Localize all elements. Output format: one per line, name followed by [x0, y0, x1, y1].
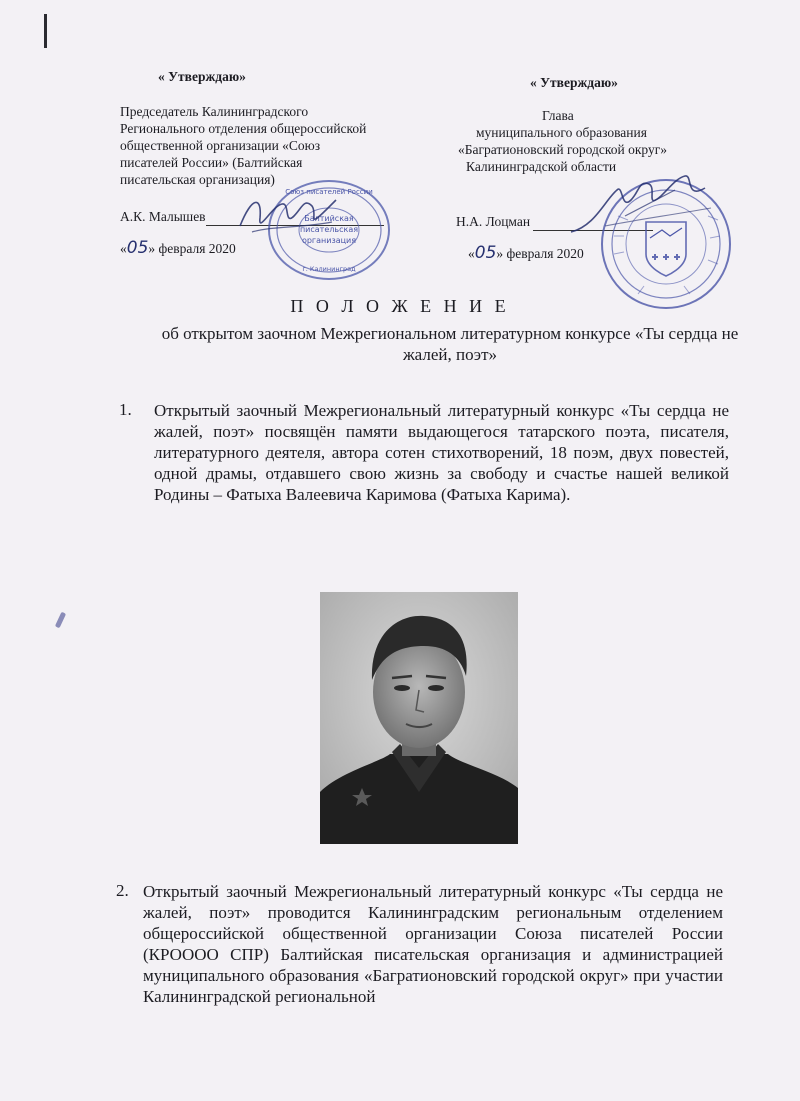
- scan-edge-mark: [44, 14, 47, 48]
- right-approval-line: Калининградской области: [466, 159, 617, 174]
- stamp-text: организация: [301, 236, 357, 245]
- right-signature: [565, 170, 715, 250]
- stamp-text: Союз писателей России: [285, 188, 373, 196]
- right-date-day: 05: [474, 243, 497, 263]
- right-approval-line: «Багратионовский городской округ»: [458, 142, 668, 157]
- right-date-rest: » февраля 2020: [496, 246, 584, 261]
- paragraph-number: 1.: [119, 400, 132, 419]
- left-signature: [232, 186, 342, 246]
- right-date-open: «: [468, 246, 475, 261]
- paragraph-text: Открытый заочный Межрегиональный литературный конкурс «Ты сердца не жалей, поэт» посвящён памяти выдающегося татарского поэта, писателя, литературного деятеля, автора сотен стихотворений, 18 поэм, двух повестей, одной драмы, отдавшего свою жизнь за свободу и счастье нашей великой Родины – Фатыха Валеевича Каримова (Фатыха Карима).: [154, 401, 729, 504]
- left-approval-line: общественной организации «Союз: [120, 138, 321, 153]
- right-signer-name: Н.А. Лоцман: [456, 214, 531, 229]
- right-approval-heading: « Утверждаю»: [530, 75, 618, 90]
- left-approval-heading: « Утверждаю»: [158, 69, 246, 84]
- portrait-photo: [320, 592, 518, 844]
- left-approval-line: писателей России» (Балтийская: [120, 155, 303, 170]
- left-signer-name: А.К. Малышев: [120, 209, 206, 224]
- paragraph-text: Открытый заочный Межрегиональный литературный конкурс «Ты сердца не жалей, поэт» проводится Калининградским региональным отделением общероссийской общественной организации Союза писателей России (КРОООО СПР) Балтийская писательская организация и администрацией муниципального образования «Багратионовский городской округ» при участии Калининградской региональной: [143, 882, 723, 1006]
- left-approval-line: Председатель Калининградского: [120, 104, 309, 119]
- left-date-rest: » февраля 2020: [148, 241, 236, 256]
- left-date-day: 05: [126, 238, 149, 258]
- right-approval-line: Глава: [542, 108, 574, 123]
- left-approval-line: Регионального отделения общероссийской: [120, 121, 367, 136]
- document-subtitle: об открытом заочном Межрегиональном литературном конкурсе «Ты сердца не жалей, поэт»: [161, 324, 739, 364]
- stamp-text: Балтийская: [304, 214, 354, 223]
- left-approval-line: писательская организация): [120, 172, 275, 187]
- ink-smudge: [55, 612, 66, 629]
- right-approval-line: муниципального образования: [476, 125, 647, 140]
- document-title: П О Л О Ж Е Н И Е: [290, 296, 510, 316]
- stamp-text: писательская: [299, 225, 359, 234]
- stamp-text: г. Калининград: [302, 265, 356, 273]
- paragraph-number: 2.: [116, 881, 129, 900]
- left-date-open: «: [120, 241, 127, 256]
